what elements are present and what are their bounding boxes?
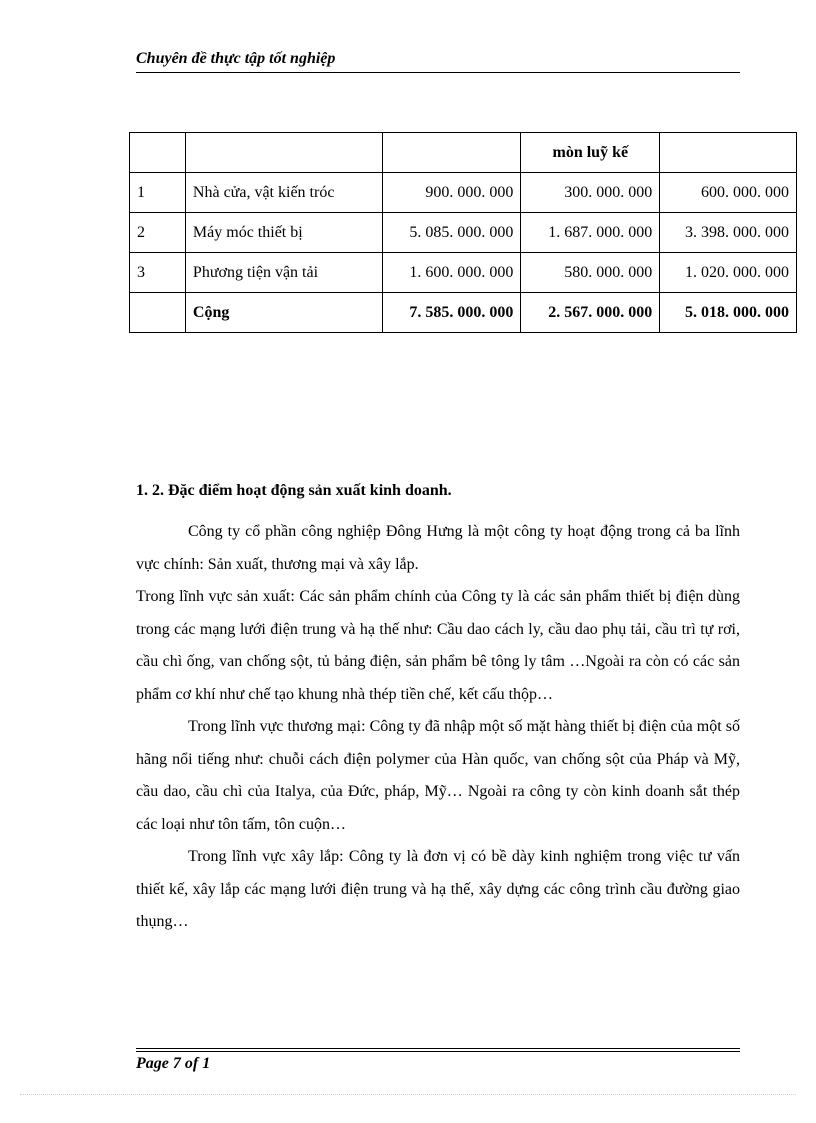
- row-number: 3: [130, 253, 186, 293]
- residual-value: 3. 398. 000. 000: [660, 213, 797, 253]
- total-label: Cộng: [185, 293, 382, 333]
- table-row: [130, 253, 797, 293]
- header-divider: [136, 72, 740, 73]
- page-number: Page 7 of 1: [136, 1055, 211, 1072]
- original-value: 900. 000. 000: [382, 173, 521, 213]
- residual-value: 600. 000. 000: [660, 173, 797, 213]
- asset-name: Nhà cửa, vật kiến tróc: [185, 173, 382, 213]
- table-cell: [382, 133, 521, 173]
- paragraph-production: Trong lĩnh vực sản xuất: Các sản phẩm chính của Công ty là các sản phẩm thiết bị điện dùng trong các mạng lưới điện trung và hạ thế như: Cầu dao cách ly, cầu dao phụ tải, cầu trì tự rơi, cầu chì ống, van chống sột, tủ bảng điện, sản phẩm bê tông ly tâm …Ngoài ra còn có các sản phẩm cơ khí như chế tạo khung nhà thép tiền chế, kết cấu thộp…: [136, 588, 740, 703]
- original-value: 1. 600. 000. 000: [382, 253, 521, 293]
- table-row: [130, 213, 797, 253]
- table-row: [130, 173, 797, 213]
- row-number: [130, 293, 186, 333]
- accumulated-depreciation: 1. 687. 000. 000: [521, 213, 660, 253]
- table-header-row: [130, 133, 797, 173]
- accumulated-depreciation: 580. 000. 000: [521, 253, 660, 293]
- paragraph-overview: Công ty cổ phần công nghiệp Đông Hưng là một công ty hoạt động trong cả ba lĩnh vực chính: Sản xuất, thương mại và xây lắp.: [136, 523, 740, 573]
- section-body: [136, 516, 740, 939]
- document-header-title: Chuyên đề thực tập tốt nghiệp: [136, 50, 336, 67]
- accumulated-depreciation: 300. 000. 000: [521, 173, 660, 213]
- paragraph-construction: Trong lĩnh vực xây lắp: Công ty là đơn vị có bề dày kinh nghiệm trong việc tư vấn thiết kế, xây lắp các mạng lưới điện trung và hạ thế, xây dựng các công trình cầu đường giao thụng…: [136, 848, 740, 930]
- footer-divider-top: [136, 1048, 740, 1049]
- fixed-assets-table: [129, 132, 797, 333]
- table-cell: [660, 133, 797, 173]
- original-value: 5. 085. 000. 000: [382, 213, 521, 253]
- table-cell: [185, 133, 382, 173]
- footer-divider-bottom: [136, 1051, 740, 1052]
- row-number: 2: [130, 213, 186, 253]
- table-cell: [130, 133, 186, 173]
- total-residual-value: 5. 018. 000. 000: [660, 293, 797, 333]
- total-original-value: 7. 585. 000. 000: [382, 293, 521, 333]
- table-total-row: [130, 293, 797, 333]
- residual-value: 1. 020. 000. 000: [660, 253, 797, 293]
- page-bottom-edge: [20, 1094, 796, 1095]
- row-number: 1: [130, 173, 186, 213]
- paragraph-trade: Trong lĩnh vực thương mại: Công ty đã nhập một số mặt hàng thiết bị điện của một số hãng nổi tiếng như: chuỗi cách điện polymer của Hàn quốc, van chống sột của Pháp và Mỹ, cầu dao, cầu chì của Italya, của Đức, pháp, Mỹ… Ngoài ra công ty còn kinh doanh sắt thép các loại như tôn tấm, tôn cuộn…: [136, 718, 740, 833]
- table-column-header: mòn luỹ kế: [521, 133, 660, 173]
- total-accumulated-depreciation: 2. 567. 000. 000: [521, 293, 660, 333]
- asset-name: Máy móc thiết bị: [185, 213, 382, 253]
- asset-name: Phương tiện vận tải: [185, 253, 382, 293]
- section-heading: 1. 2. Đặc điểm hoạt động sản xuất kinh doanh.: [136, 482, 452, 499]
